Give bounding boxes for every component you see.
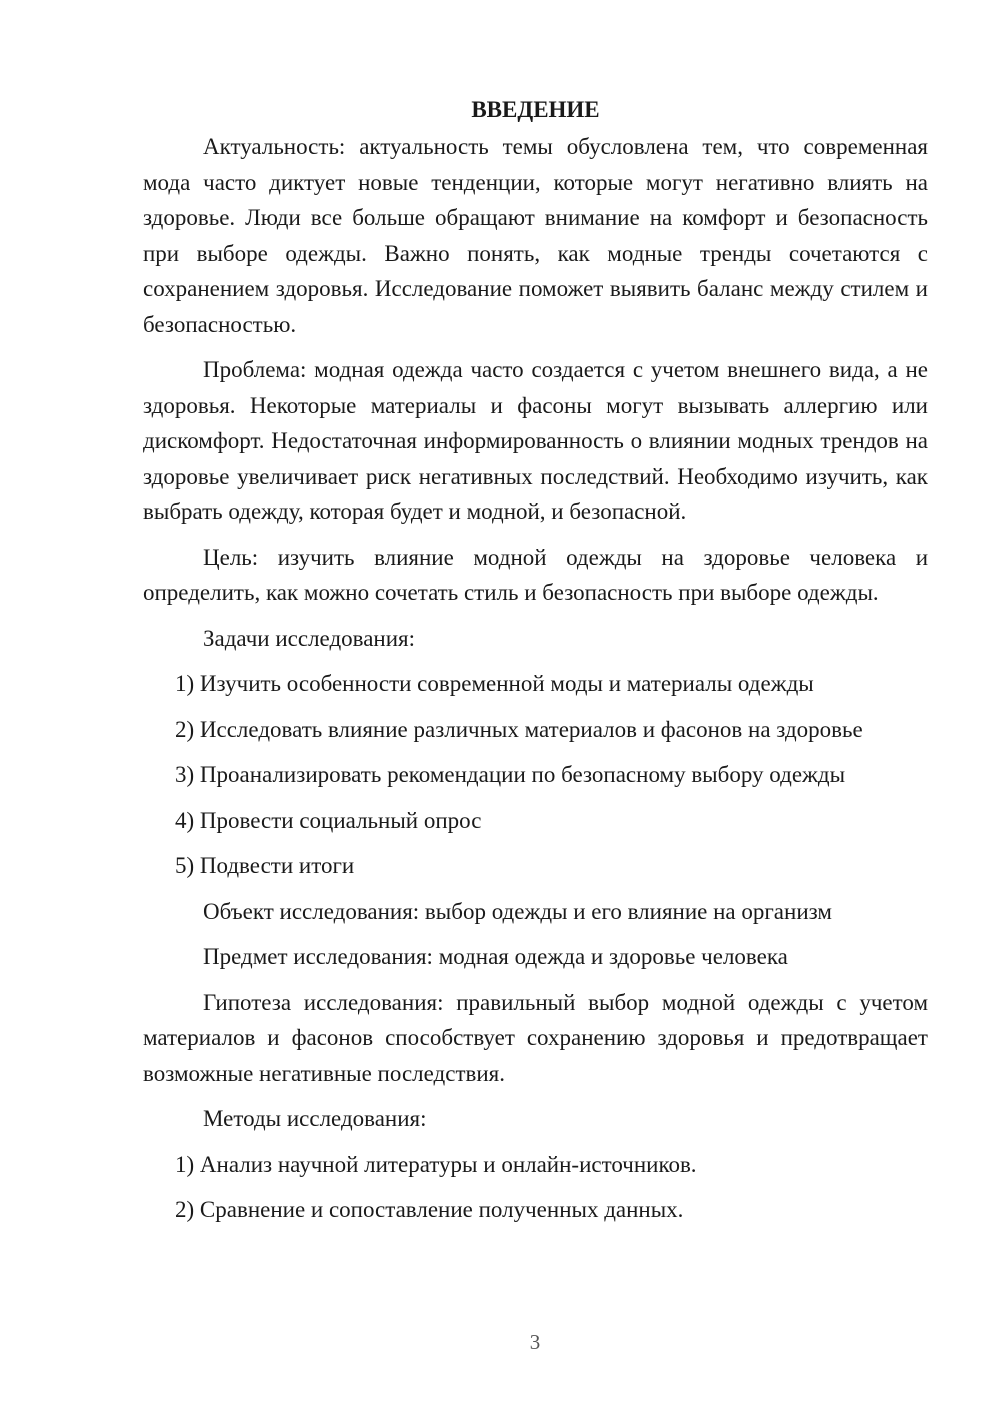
problem-paragraph: Проблема: модная одежда часто создается с учетом внешнего вида, а не здоровья. Некоторые материалы и фасоны могут вызывать аллергию или дискомфорт. Недостаточная информированность о влиянии модных трендов на здоровье увеличивает риск негативных последствий. Необходимо изучить, как выбрать одежду, которая будет и модной, и безопасной. xyxy=(143,357,928,524)
task-item: 2) Исследовать влияние различных материалов и фасонов на здоровье xyxy=(175,716,863,742)
task-item: 1) Изучить особенности современной моды и материалы одежды xyxy=(175,671,814,696)
goal-paragraph: Цель: изучить влияние модной одежды на здоровье человека и определить, как можно сочетать стиль и безопасность при выборе одежды. xyxy=(143,544,928,605)
subject-paragraph: Предмет исследования: модная одежда и здоровье человека xyxy=(203,944,788,969)
document-page xyxy=(143,92,928,1238)
tasks-list xyxy=(143,666,928,884)
hypothesis-paragraph: Гипотеза исследования: правильный выбор модной одежды с учетом материалов и фасонов способствует сохранению здоровья и предотвращает возможные негативные последствия. xyxy=(143,989,928,1086)
relevance-paragraph: Актуальность: актуальность темы обусловлена тем, что современная мода часто диктует новые тенденции, которые могут негативно влиять на здоровье. Люди все больше обращают внимание на комфорт и безопасность при выборе одежды. Важно понять, как модные тренды сочетаются с сохранением здоровья. Исследование поможет выявить баланс между стилем и безопасностью. xyxy=(143,134,928,337)
method-item: 2) Сравнение и сопоставление полученных данных. xyxy=(175,1197,684,1222)
methods-heading: Методы исследования: xyxy=(203,1106,427,1131)
page-title: ВВЕДЕНИЕ xyxy=(471,97,600,122)
tasks-heading: Задачи исследования: xyxy=(203,625,416,651)
method-item: 1) Анализ научной литературы и онлайн-источников. xyxy=(175,1151,697,1177)
page-number: 3 xyxy=(529,1330,541,1354)
task-item: 3) Проанализировать рекомендации по безопасному выбору одежды xyxy=(175,762,846,787)
task-item: 4) Провести социальный опрос xyxy=(175,807,482,833)
object-paragraph: Объект исследования: выбор одежды и его влияние на организм xyxy=(203,898,832,924)
task-item: 5) Подвести итоги xyxy=(175,853,355,878)
methods-list xyxy=(143,1147,928,1228)
